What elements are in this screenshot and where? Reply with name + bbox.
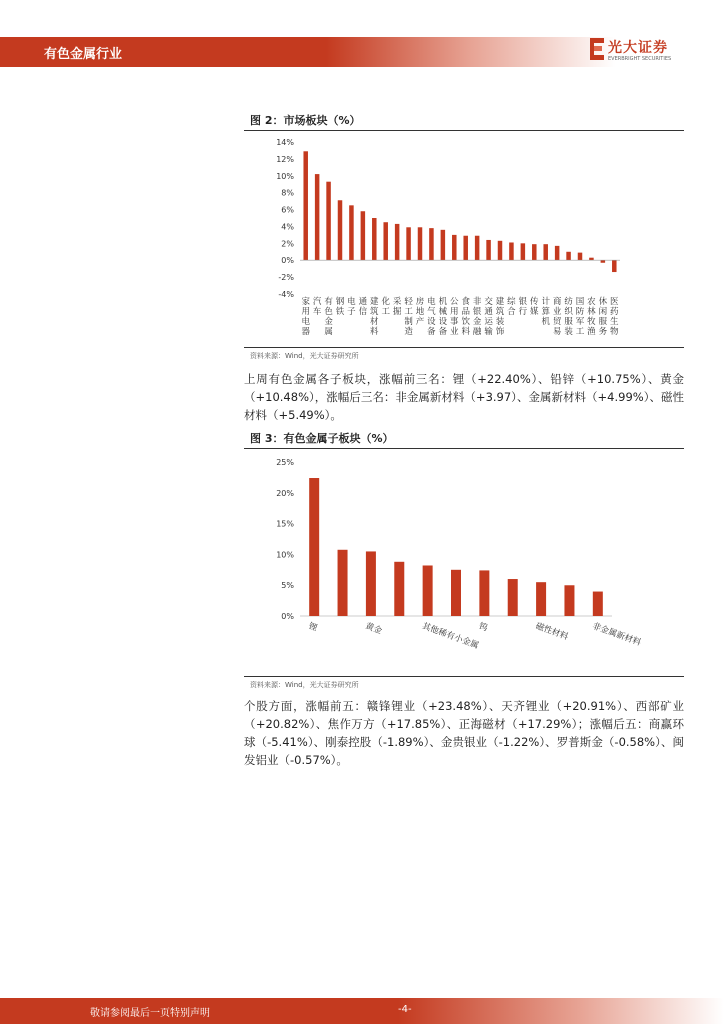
x-tick-label: 服 xyxy=(598,317,608,327)
bar xyxy=(366,551,376,616)
x-tick-label: 筑 xyxy=(370,307,379,317)
x-tick-label: 掘 xyxy=(392,307,402,317)
y-tick-label: 20% xyxy=(276,488,294,498)
y-tick-label: 4% xyxy=(281,222,294,232)
x-tick-label: 交 xyxy=(484,297,493,307)
bar xyxy=(593,592,603,616)
bar xyxy=(486,240,491,260)
x-tick-label: 易 xyxy=(552,327,562,337)
x-tick-label: 金 xyxy=(324,317,333,327)
x-tick-label: 输 xyxy=(484,327,493,337)
x-tick-label: 械 xyxy=(438,307,448,317)
x-tick-label: 防 xyxy=(575,307,585,317)
x-tick-label: 有 xyxy=(324,297,333,307)
x-tick-label: 轻 xyxy=(404,297,413,307)
x-tick-label: 器 xyxy=(301,327,310,337)
x-tick-label: 金 xyxy=(472,317,482,327)
x-tick-label: 公 xyxy=(450,297,459,307)
bar xyxy=(338,200,343,260)
x-tick-label: 计 xyxy=(541,297,550,307)
page-number: -4- xyxy=(398,1004,412,1015)
bar xyxy=(451,570,461,616)
bar xyxy=(338,550,348,616)
bar xyxy=(498,241,503,260)
x-tick-label: 休 xyxy=(598,297,608,307)
y-tick-label: 25% xyxy=(276,458,294,467)
x-tick-label: 造 xyxy=(404,327,413,337)
y-tick-label: 10% xyxy=(276,550,294,560)
x-tick-label: 黄金 xyxy=(363,621,384,637)
y-tick-label: 2% xyxy=(281,239,294,249)
bar xyxy=(349,205,354,260)
bar xyxy=(418,227,423,260)
bar xyxy=(406,227,411,260)
x-tick-label: 工 xyxy=(381,307,390,317)
bar xyxy=(508,579,518,616)
bar xyxy=(532,244,537,260)
x-tick-label: 综 xyxy=(507,297,516,307)
x-tick-label: 务 xyxy=(598,327,608,337)
bar xyxy=(303,151,308,260)
company-logo xyxy=(588,36,688,66)
x-tick-label: 工 xyxy=(575,327,585,337)
bar xyxy=(521,243,526,260)
bar xyxy=(479,570,489,616)
bar xyxy=(309,478,319,616)
x-tick-label: 材 xyxy=(370,317,379,327)
bar xyxy=(566,252,571,260)
x-tick-label: 媒 xyxy=(530,307,539,317)
x-tick-label: 装 xyxy=(564,327,573,337)
x-tick-label: 军 xyxy=(575,317,585,327)
x-tick-label: 色 xyxy=(324,307,333,317)
x-tick-label: 钢 xyxy=(335,297,345,307)
x-tick-label: 银 xyxy=(518,297,528,307)
figure2-bottom-rule xyxy=(244,347,684,348)
x-tick-label: 属 xyxy=(324,327,333,337)
x-tick-label: 汽 xyxy=(312,297,322,307)
x-tick-label: 通 xyxy=(484,307,493,317)
bar xyxy=(555,246,560,260)
x-tick-label: 运 xyxy=(484,317,493,327)
x-tick-label: 铁 xyxy=(335,307,345,317)
x-tick-label: 饰 xyxy=(495,327,505,337)
bar xyxy=(475,236,480,260)
x-tick-label: 渔 xyxy=(587,327,596,337)
figure2-source: 资料来源：Wind，光大证券研究所 xyxy=(250,352,359,360)
x-tick-label: 产 xyxy=(415,317,425,327)
x-tick-label: 建 xyxy=(495,297,505,307)
y-tick-label: -2% xyxy=(278,273,294,283)
bar xyxy=(612,260,617,272)
x-tick-label: 商 xyxy=(552,297,562,307)
figure2-title: 图 2：市场板块（%） xyxy=(250,114,361,127)
x-tick-label: 林 xyxy=(587,307,596,317)
bar xyxy=(429,228,434,260)
y-tick-label: -4% xyxy=(278,290,294,299)
x-tick-label: 业 xyxy=(552,307,562,317)
x-tick-label: 电 xyxy=(301,317,310,327)
x-tick-label: 贸 xyxy=(552,317,562,327)
x-tick-label: 融 xyxy=(472,327,482,337)
y-tick-label: 15% xyxy=(276,519,294,529)
bar xyxy=(326,182,331,261)
x-tick-label: 机 xyxy=(541,317,550,327)
x-tick-label: 非 xyxy=(472,297,482,307)
bar xyxy=(536,582,546,616)
x-tick-label: 设 xyxy=(438,317,448,327)
x-tick-label: 筑 xyxy=(495,307,505,317)
figure3-chart xyxy=(244,452,684,674)
x-tick-label: 食 xyxy=(461,297,470,307)
x-tick-label: 品 xyxy=(461,307,470,317)
x-tick-label: 银 xyxy=(472,307,482,317)
figure3-title: 图 3：有色金属子板块（%） xyxy=(250,432,394,445)
x-tick-label: 料 xyxy=(370,327,379,337)
paragraph-stock-summary: 个股方面，涨幅前五：赣锋锂业（+23.48%）、天齐锂业（+20.91%）、西部矿业（+20.82%）、焦作万方（+17.85%）、正海磁材（+17.29%）；涨幅后五：商赢环球（-5.41%）、刚泰控股（-1.89%）、金贵银业（-1.22%）、罗普斯金（-0.58%）、闽发铝业（-0.57%）。 xyxy=(244,699,684,767)
bar xyxy=(315,174,320,260)
x-tick-label: 制 xyxy=(404,317,413,327)
logo-subtitle: EVERBRIGHT SECURITIES xyxy=(608,56,672,62)
x-tick-label: 医 xyxy=(610,297,619,307)
x-tick-label: 饮 xyxy=(461,317,470,327)
x-tick-label: 装 xyxy=(495,317,505,327)
x-tick-label: 生 xyxy=(610,317,619,327)
x-tick-label: 家 xyxy=(301,297,310,307)
x-tick-label: 锂 xyxy=(307,621,319,634)
x-tick-label: 传 xyxy=(530,297,539,307)
x-tick-label: 闲 xyxy=(598,307,608,317)
y-tick-label: 10% xyxy=(276,171,294,181)
x-tick-label: 用 xyxy=(450,307,459,317)
bar xyxy=(441,230,446,260)
x-tick-label: 备 xyxy=(438,327,448,337)
x-tick-label: 钨 xyxy=(477,621,489,634)
x-tick-label: 纺 xyxy=(564,297,573,307)
bar xyxy=(372,218,377,260)
x-tick-label: 信 xyxy=(358,307,368,317)
page-header-title: 有色金属行业 xyxy=(44,47,123,62)
y-tick-label: 0% xyxy=(281,256,294,266)
bar xyxy=(394,562,404,616)
bar xyxy=(395,224,400,260)
figure3-bottom-rule xyxy=(244,676,684,677)
x-tick-label: 机 xyxy=(438,297,448,307)
x-tick-label: 化 xyxy=(381,297,390,307)
x-tick-label: 牧 xyxy=(587,317,596,327)
x-tick-label: 业 xyxy=(450,327,459,337)
x-tick-label: 车 xyxy=(312,307,322,317)
x-tick-label: 气 xyxy=(427,307,436,317)
footer-disclaimer: 敬请参阅最后一页特别声明 xyxy=(90,1008,210,1019)
y-tick-label: 0% xyxy=(281,612,294,621)
y-tick-label: 12% xyxy=(276,154,294,164)
x-tick-label: 子 xyxy=(347,307,356,317)
x-tick-label: 算 xyxy=(541,307,550,317)
x-tick-label: 地 xyxy=(415,307,425,317)
bar xyxy=(543,244,548,260)
x-tick-label: 建 xyxy=(370,297,379,307)
x-tick-label: 用 xyxy=(301,307,310,317)
figure2-chart xyxy=(244,134,684,346)
bar xyxy=(423,565,433,616)
x-tick-label: 物 xyxy=(610,327,619,337)
x-tick-label: 药 xyxy=(610,307,619,317)
x-tick-label: 磁性材料 xyxy=(534,621,570,643)
paragraph-subsector-summary: 上周有色金属各子板块，涨幅前三名：锂（+22.40%）、铅锌（+10.75%）、黄金（+10.48%），涨幅后三名：非金属新材料（+3.97）、金属新材料（+4.99%）、磁性材料（+5.49%）。 xyxy=(244,372,684,422)
y-tick-label: 8% xyxy=(281,188,294,198)
logo-icon xyxy=(588,36,606,62)
x-tick-label: 国 xyxy=(575,297,585,307)
x-tick-label: 其他稀有小金属 xyxy=(420,621,480,652)
x-tick-label: 织 xyxy=(564,307,573,317)
bar xyxy=(463,236,468,260)
x-tick-label: 服 xyxy=(564,317,573,327)
x-tick-label: 行 xyxy=(518,307,528,317)
figure3-top-rule xyxy=(244,448,684,449)
x-tick-label: 非金属新材料 xyxy=(590,621,643,649)
x-tick-label: 合 xyxy=(507,307,516,317)
bar xyxy=(589,258,594,261)
x-tick-label: 备 xyxy=(427,327,436,337)
x-tick-label: 事 xyxy=(450,317,459,327)
figure3-source: 资料来源：Wind，光大证券研究所 xyxy=(250,681,359,689)
x-tick-label: 电 xyxy=(427,297,436,307)
bar xyxy=(361,211,366,260)
x-tick-label: 电 xyxy=(347,297,356,307)
x-tick-label: 采 xyxy=(392,297,402,307)
y-tick-label: 5% xyxy=(281,581,294,591)
x-tick-label: 工 xyxy=(404,307,413,317)
bar xyxy=(578,253,583,261)
bar xyxy=(452,235,457,260)
y-tick-label: 6% xyxy=(281,205,294,215)
bar xyxy=(601,260,606,263)
x-tick-label: 料 xyxy=(461,327,470,337)
x-tick-label: 设 xyxy=(427,317,436,327)
figure2-top-rule xyxy=(244,130,684,131)
bar xyxy=(383,222,388,260)
logo-name: 光大证券 xyxy=(608,40,668,56)
bar xyxy=(509,242,514,260)
x-tick-label: 房 xyxy=(415,297,425,307)
bar xyxy=(564,585,574,616)
x-tick-label: 农 xyxy=(587,297,596,307)
y-tick-label: 14% xyxy=(276,138,294,147)
x-tick-label: 通 xyxy=(358,297,368,307)
